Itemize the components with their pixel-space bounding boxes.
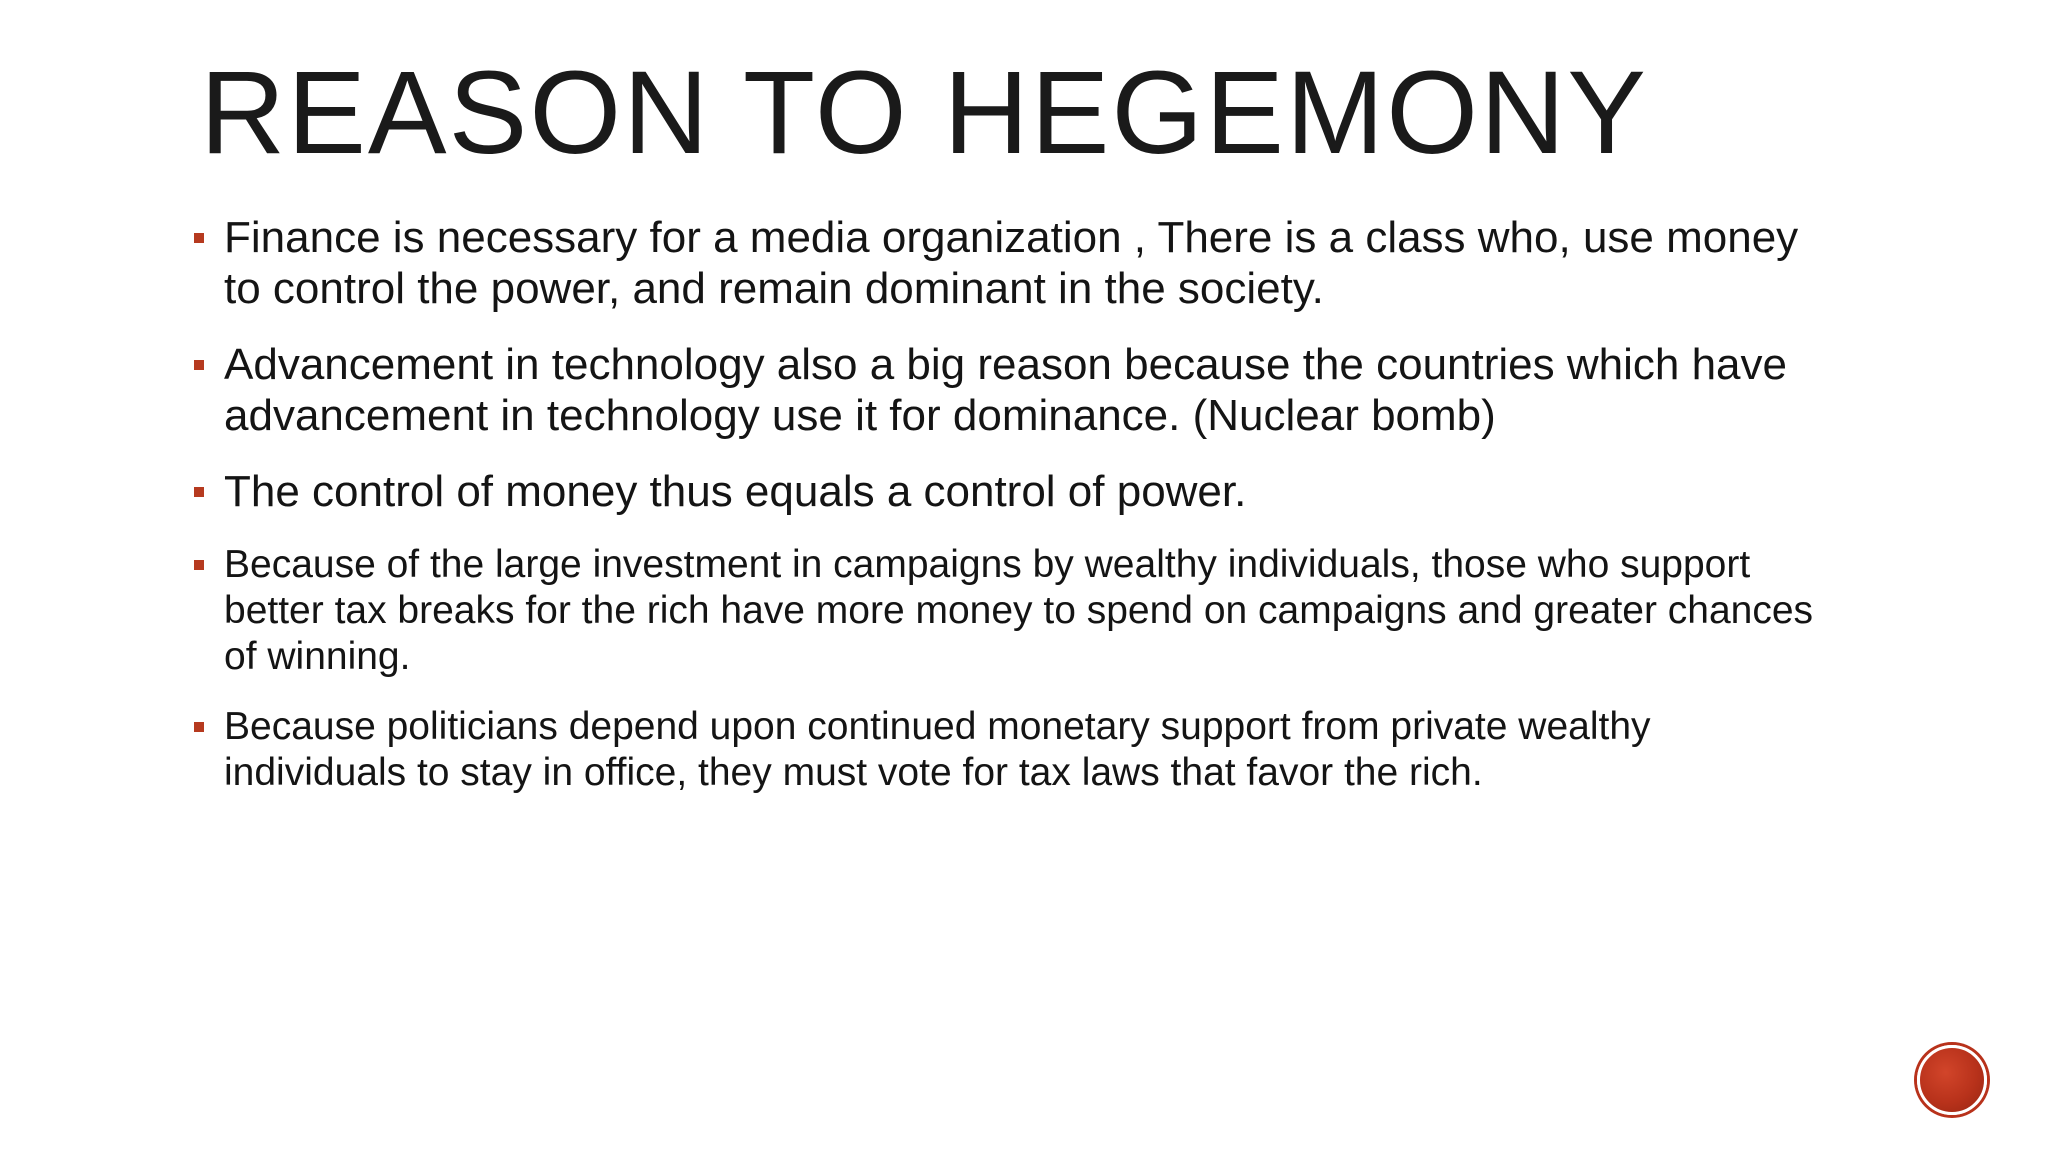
square-bullet-icon xyxy=(194,233,204,243)
bullet-item xyxy=(192,212,1832,314)
square-bullet-icon xyxy=(194,360,204,370)
square-bullet-icon xyxy=(194,722,204,732)
slide-title: REASON TO HEGEMONY xyxy=(200,47,1648,179)
bullet-item xyxy=(192,466,1832,517)
square-bullet-icon xyxy=(194,487,204,497)
bullet-text: Advancement in technology also a big reason because the countries which have advancement in technology use it for dominance. (Nuclear bomb) xyxy=(224,340,1787,440)
bullet-list xyxy=(192,212,1832,820)
bullet-text: Finance is necessary for a media organization , There is a class who, use money to control the power, and remain dominant in the society. xyxy=(224,213,1799,313)
bullet-item xyxy=(192,339,1832,441)
bullet-item xyxy=(192,542,1832,680)
slide-badge-circle-icon xyxy=(1917,1045,1987,1115)
bullet-text: The control of money thus equals a control of power. xyxy=(224,467,1247,516)
square-bullet-icon xyxy=(194,560,204,570)
bullet-text: Because of the large investment in campaigns by wealthy individuals, those who support better tax breaks for the rich have more money to spend on campaigns and greater chances of winning. xyxy=(224,543,1814,678)
bullet-text: Because politicians depend upon continued monetary support from private wealthy individuals to stay in office, they must vote for tax laws that favor the rich. xyxy=(224,705,1651,794)
bullet-item xyxy=(192,704,1832,796)
